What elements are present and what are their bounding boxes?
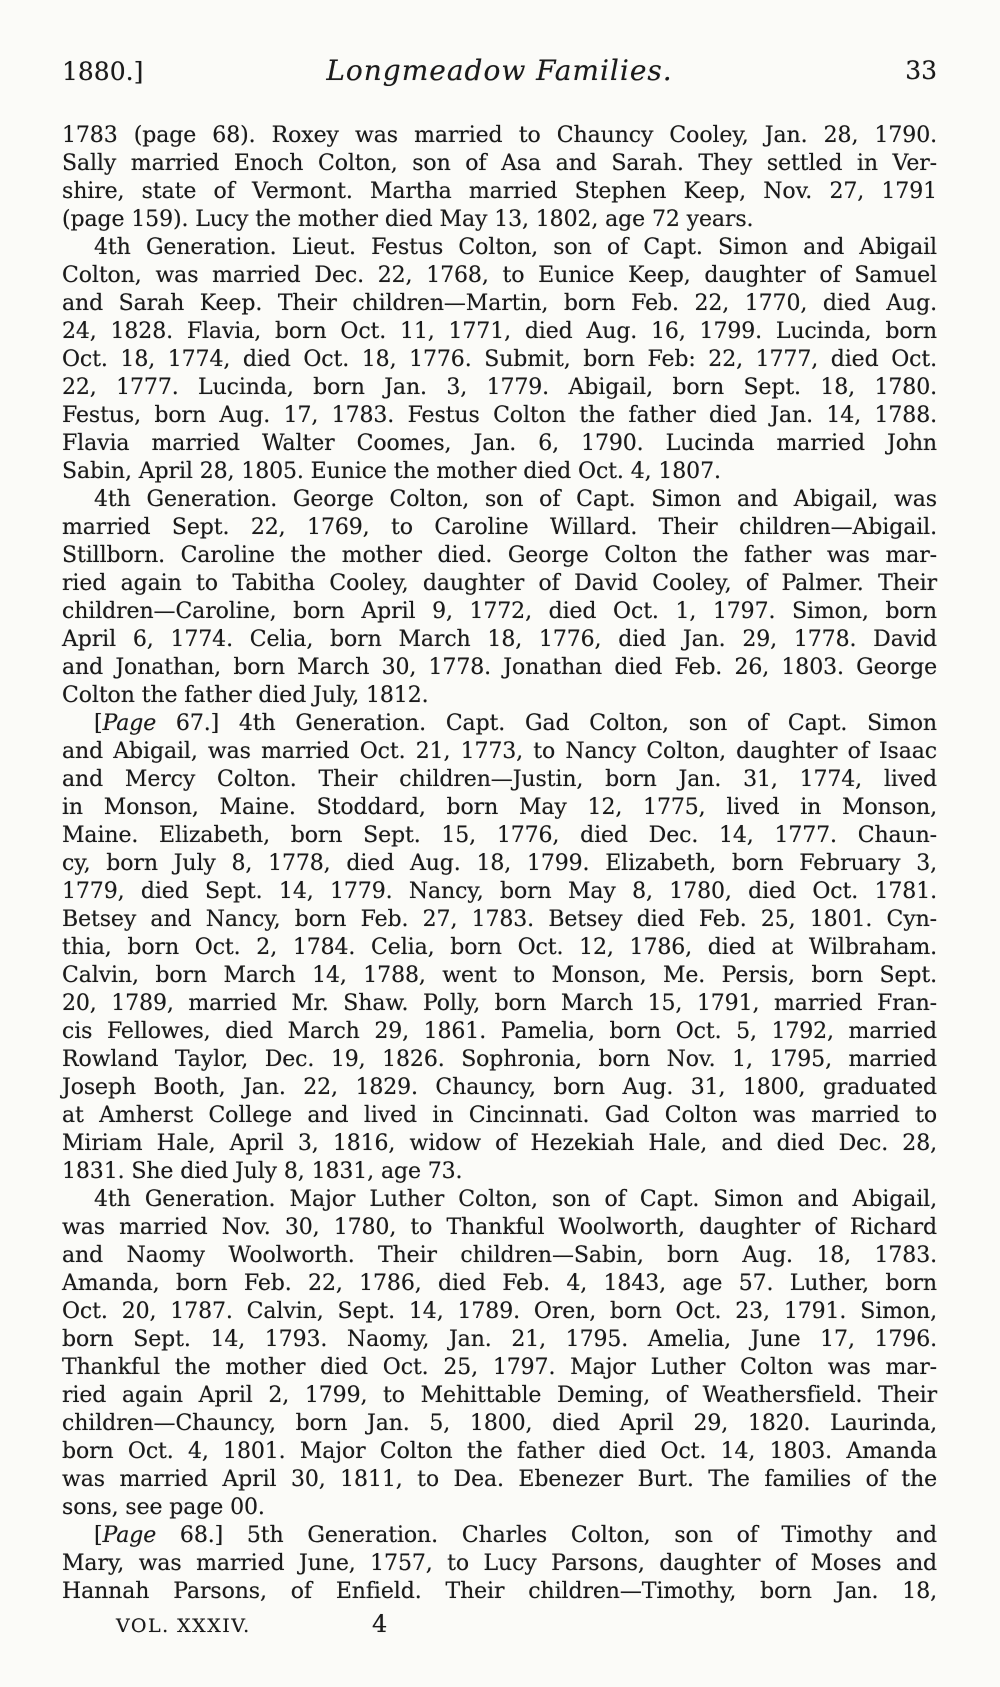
page-body	[62, 122, 937, 1606]
plain-text: 68.] 5th Generation. Charles Colton, son of Timothy and	[156, 1523, 937, 1548]
text-line: sons, see page 00.	[62, 1495, 265, 1520]
italic-text: Page	[102, 1523, 157, 1548]
text-line: ried again April 2, 1799, to Mehittable Deming, of Weathersfield. Their	[62, 1383, 937, 1408]
text-line: Calvin, born March 14, 1788, went to Monson, Me. Persis, born Sept.	[62, 963, 937, 988]
header-date: 1880.]	[62, 57, 144, 86]
text-line: Miriam Hale, April 3, 1816, widow of Hezekiah Hale, and died Dec. 28,	[62, 1131, 937, 1156]
text-line: and Naomy Woolworth. Their children—Sabin, born Aug. 18, 1783.	[62, 1243, 937, 1268]
text-line: and Mercy Colton. Their children—Justin, born Jan. 31, 1774, lived	[62, 767, 937, 792]
volume-label: VOL. XXXIV.	[116, 1615, 251, 1637]
text-line: children—Caroline, born April 9, 1772, died Oct. 1, 1797. Simon, born	[62, 599, 937, 624]
text-line: shire, state of Vermont. Martha married Stephen Keep, Nov. 27, 1791	[62, 179, 937, 204]
text-line: Oct. 18, 1774, died Oct. 18, 1776. Submit, born Feb: 22, 1777, died Oct.	[62, 347, 937, 372]
page-footer	[62, 1610, 937, 1640]
text-line: Colton the father died July, 1812.	[62, 683, 429, 708]
text-line: Colton, was married Dec. 22, 1768, to Eunice Keep, daughter of Samuel	[62, 263, 937, 288]
text-line	[62, 1522, 937, 1550]
text-line: children—Chauncy, born Jan. 5, 1800, died April 29, 1820. Laurinda,	[62, 1411, 937, 1436]
page-header	[62, 54, 937, 92]
text-line: 4th Generation. Major Luther Colton, son of Capt. Simon and Abigail,	[94, 1187, 937, 1212]
text-line: Sally married Enoch Colton, son of Asa and Sarah. They settled in Ver-	[62, 151, 937, 176]
text-line: 1831. She died July 8, 1831, age 73.	[62, 1159, 463, 1184]
text-line: 1783 (page 68). Roxey was married to Chauncy Cooley, Jan. 28, 1790.	[62, 123, 937, 148]
text-line: Betsey and Nancy, born Feb. 27, 1783. Betsey died Feb. 25, 1801. Cyn-	[62, 907, 937, 932]
text-line: 4th Generation. George Colton, son of Capt. Simon and Abigail, was	[94, 487, 937, 512]
text-line: 22, 1777. Lucinda, born Jan. 3, 1779. Abigail, born Sept. 18, 1780.	[62, 375, 937, 400]
text-line: was married April 30, 1811, to Dea. Ebenezer Burt. The families of the	[62, 1467, 937, 1492]
text-line: was married Nov. 30, 1780, to Thankful Woolworth, daughter of Richard	[62, 1215, 937, 1240]
text-line: 24, 1828. Flavia, born Oct. 11, 1771, died Aug. 16, 1799. Lucinda, born	[62, 319, 937, 344]
text-line: 4th Generation. Lieut. Festus Colton, son of Capt. Simon and Abigail	[94, 235, 937, 260]
text-line: in Monson, Maine. Stoddard, born May 12, 1775, lived in Monson,	[62, 795, 937, 820]
text-line: and Abigail, was married Oct. 21, 1773, to Nancy Colton, daughter of Isaac	[62, 739, 937, 764]
text-line: ried again to Tabitha Cooley, daughter of David Cooley, of Palmer. Their	[62, 571, 937, 596]
text-line: Maine. Elizabeth, born Sept. 15, 1776, died Dec. 14, 1777. Chaun-	[62, 823, 937, 848]
page-title: Longmeadow Families.	[326, 54, 673, 87]
text-line: (page 159). Lucy the mother died May 13, 1802, age 72 years.	[62, 207, 754, 232]
text-line: born Sept. 14, 1793. Naomy, Jan. 21, 1795. Amelia, June 17, 1796.	[62, 1327, 937, 1352]
text-line: Oct. 20, 1787. Calvin, Sept. 14, 1789. Oren, born Oct. 23, 1791. Simon,	[62, 1299, 937, 1324]
text-line: Flavia married Walter Coomes, Jan. 6, 1790. Lucinda married John	[62, 431, 937, 456]
text-line: Thankful the mother died Oct. 25, 1797. Major Luther Colton was mar-	[62, 1355, 937, 1380]
plain-text: [	[94, 1523, 103, 1548]
page-number: 33	[905, 56, 937, 85]
italic-text: Page	[102, 711, 157, 736]
text-line: born Oct. 4, 1801. Major Colton the father died Oct. 14, 1803. Amanda	[62, 1439, 937, 1464]
text-line: 20, 1789, married Mr. Shaw. Polly, born March 15, 1791, married Fran-	[62, 991, 937, 1016]
text-line: at Amherst College and lived in Cincinnati. Gad Colton was married to	[62, 1103, 937, 1128]
plain-text: [	[94, 711, 103, 736]
text-line: and Jonathan, born March 30, 1778. Jonathan died Feb. 26, 1803. George	[62, 655, 937, 680]
text-line: married Sept. 22, 1769, to Caroline Willard. Their children—Abigail.	[62, 515, 937, 540]
text-line: Hannah Parsons, of Enfield. Their children—Timothy, born Jan. 18,	[62, 1579, 937, 1604]
text-line: Festus, born Aug. 17, 1783. Festus Colton the father died Jan. 14, 1788.	[62, 403, 937, 428]
text-line: April 6, 1774. Celia, born March 18, 1776, died Jan. 29, 1778. David	[62, 627, 937, 652]
signature-mark: 4	[372, 1610, 388, 1638]
text-line: Joseph Booth, Jan. 22, 1829. Chauncy, born Aug. 31, 1800, graduated	[62, 1075, 937, 1100]
text-line: Sabin, April 28, 1805. Eunice the mother died Oct. 4, 1807.	[62, 459, 721, 484]
text-line: 1779, died Sept. 14, 1779. Nancy, born May 8, 1780, died Oct. 1781.	[62, 879, 937, 904]
text-line: Stillborn. Caroline the mother died. George Colton the father was mar-	[62, 543, 937, 568]
text-line: and Sarah Keep. Their children—Martin, born Feb. 22, 1770, died Aug.	[62, 291, 937, 316]
text-line	[62, 710, 937, 738]
text-line: cy, born July 8, 1778, died Aug. 18, 1799. Elizabeth, born February 3,	[62, 851, 937, 876]
text-line: Mary, was married June, 1757, to Lucy Parsons, daughter of Moses and	[62, 1551, 937, 1576]
text-line: thia, born Oct. 2, 1784. Celia, born Oct. 12, 1786, died at Wilbraham.	[62, 935, 937, 960]
text-line: Rowland Taylor, Dec. 19, 1826. Sophronia, born Nov. 1, 1795, married	[62, 1047, 937, 1072]
text-line: cis Fellowes, died March 29, 1861. Pamelia, born Oct. 5, 1792, married	[62, 1019, 937, 1044]
plain-text: 67.] 4th Generation. Capt. Gad Colton, son of Capt. Simon	[156, 711, 937, 736]
text-line: Amanda, born Feb. 22, 1786, died Feb. 4, 1843, age 57. Luther, born	[62, 1271, 937, 1296]
